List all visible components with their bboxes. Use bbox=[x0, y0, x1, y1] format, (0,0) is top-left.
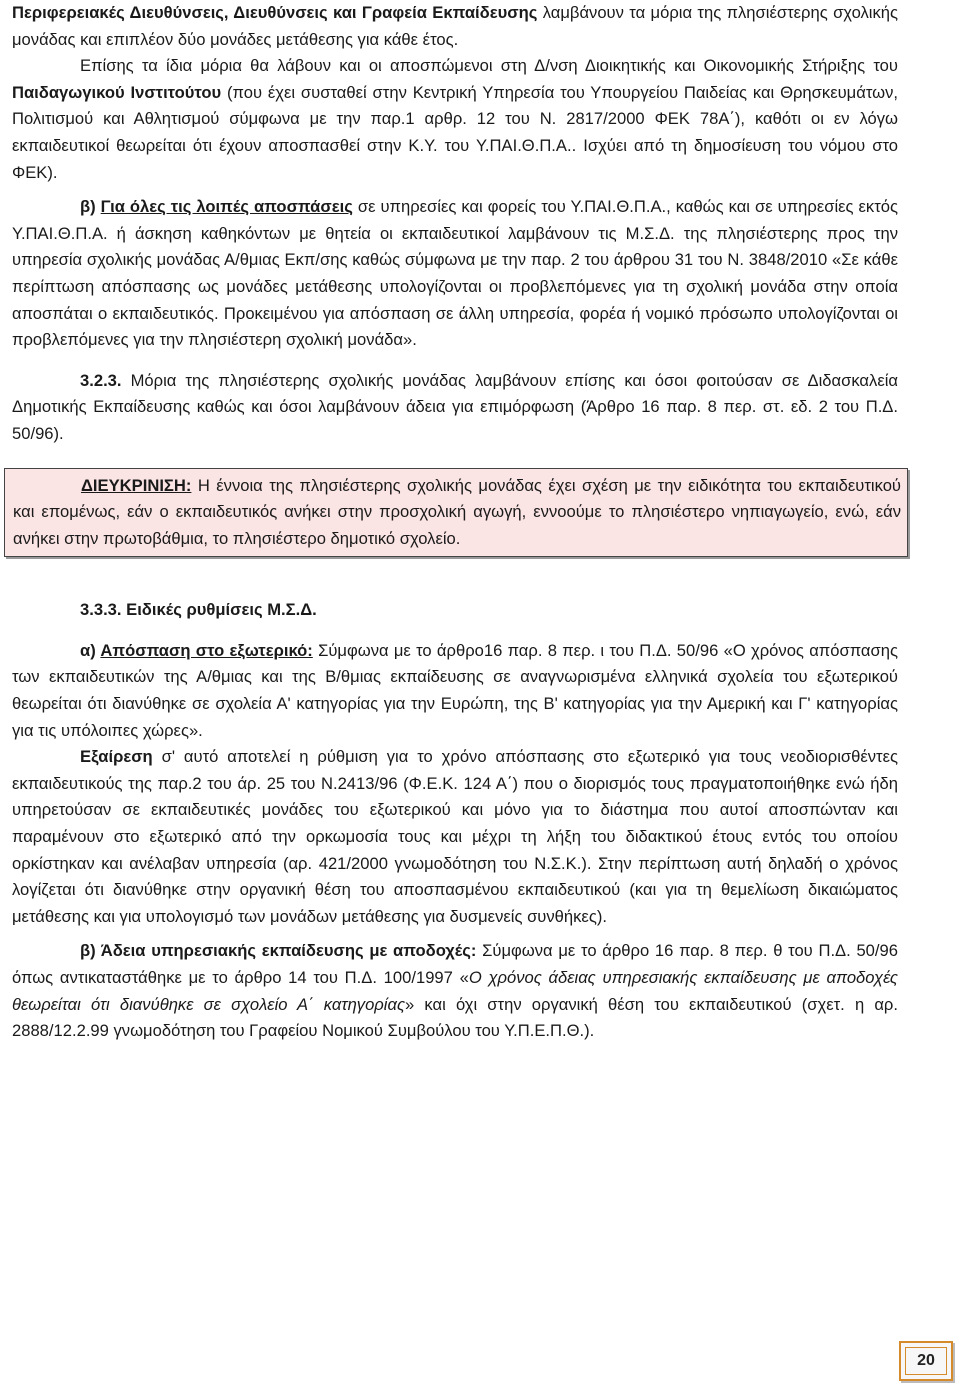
paragraph-abroad-secondment: α) Απόσπαση στο εξωτερικό: Σύμφωνα με το άρθρο16 παρ. 8 περ. ι του Π.Δ. 50/96 «Ο χρόνος απόσπασης των εκπαιδευτικών της Α/θμιας και της Β/θμιας εκπαίδευσης σε αναγνωρισμένα ελληνικά σχολεία του εξωτερικού θεωρείται ότι διανύθηκε σε σχολεία Α' κατηγορίας για την Ευρώπη, της Β' κατηγορίας για την Αμερική και Γ' κατηγορίας για τις υπόλοιπες χώρες». bbox=[12, 640, 898, 740]
document-page bbox=[12, 0, 901, 1045]
paragraph-training-leave: β) Άδεια υπηρεσιακής εκπαίδευσης με αποδοχές: Σύμφωνα με το άρθρο 16 παρ. 8 περ. θ του Π.Δ. 50/96 όπως αντικαταστάθηκε με το άρθρο 14 του Π.Δ. 100/1997 «Ο χρόνος άδειας υπηρεσιακής εκπαίδευσης με αποδοχές θεωρείται ότι διανύθηκε σε σχολείο Α΄ κατηγορίας» και όχι στην οργανική θέση του εκπαιδευτικού (σχετ. η αρ. 2888/12.2.99 γνωμοδότηση του Γραφείου Νομικού Συμβούλου του Υ.Π.Ε.Π.Θ.). bbox=[12, 941, 899, 1041]
paragraph-exception: Εξαίρεση σ' αυτό αποτελεί η ρύθμιση για το χρόνο απόσπασης στο εξωτερικό για τους νεοδιορισθέντες εκπαιδευτικούς της παρ.2 του άρ. 25 του Ν.2413/96 (Φ.Ε.Κ. 124 Α΄) που ο διορισμός τους πραγματοποιήθηκε ενώ ήδη υπηρετούσαν σε εκπαιδευτικές μονάδες του εξωτερικού και μόνο για το διάστημα που αυτοί αποσπώνταν και παραμένουν στο εξωτερικό από την ορκωμοσία τους και μέχρι τη λήξη του διδακτικού έτους εντός του οποίου ορκίστηκαν και ανέλαβαν υπηρεσία (αρ. 421/2000 γνωμοδότηση του Ν.Σ.Κ.). Στην περίπτωση αυτή δηλαδή ο χρόνος λογίζεται ότι διανύθηκε στην οργανική θέση του αποσπασμένου εκπαιδευτικού (και για τη θεμελίωση δικαιώματος μετάθεσης και για υπολογισμό των μονάδων μετάθεσης για δυσμενείς συνθήκες). bbox=[12, 747, 898, 926]
section-number: 3.2.3. bbox=[80, 370, 122, 390]
paragraph-pedagogical-institute: Επίσης τα ίδια μόρια θα λάβουν και οι αποσπώμενοι στη Δ/νση Διοικητικής και Οικονομικής Στήριξης του Παιδαγωγικού Ινστιτούτου (που έχει συσταθεί στην Κεντρική Υπηρεσία του Υπουργείου Παιδείας και Θρησκευμάτων, Πολιτισμού και Αθλητισμού σύμφωνα με την παρ.1 αρθρ. 12 του Ν. 2817/2000 ΦΕΚ 78Α΄), καθότι οι εν λόγω εκπαιδευτικοί θεωρείται ότι έχουν αποσπασθεί στην Κ.Υ. του Υ.ΠΑΙ.Θ.Π.Α.. Ισχύει από τη δημοσίευση του νόμου στο ΦΕΚ). bbox=[12, 56, 899, 182]
paragraph-regional-directorates: Περιφερειακές Διευθύνσεις, Διευθύνσεις και Γραφεία Εκπαίδευσης λαμβάνουν τα μόρια της πλησιέστερης σχολικής μονάδας και επιπλέον δύο μονάδες μετάθεσης για κάθε έτος. bbox=[12, 3, 898, 49]
page-number-badge: 20 bbox=[899, 1341, 953, 1381]
clarification-box: ΔΙΕΥΚΡΙΝΙΣΗ: Η έννοια της πλησιέστερης σχολικής μονάδας έχει σχέση με την ειδικότητα του εκπαιδευτικού και επομένως, εάν ο εκπαιδευτικός ανήκει στην προσχολική αγωγή, εννοούμε το πλησιέστερο νηπιαγωγείο, ενώ, εάν ανήκει στην πρωτοβάθμια, το πλησιέστερο δημοτικό σχολείο. bbox=[4, 468, 908, 558]
paragraph-3-2-3: 3.2.3. Μόρια της πλησιέστερης σχολικής μονάδας λαμβάνουν επίσης και όσοι φοιτούσαν σε Διδασκαλεία Δημοτικής Εκπαίδευσης καθώς και όσοι λαμβάνουν άδεια για επιμόρφωση (Άρθρο 16 παρ. 8 περ. στ. εδ. 2 του Π.Δ. 50/96). bbox=[12, 370, 898, 443]
underlined-heading: Απόσπαση στο εξωτερικό: bbox=[100, 640, 313, 660]
paragraph-other-secondments: β) Για όλες τις λοιπές αποσπάσεις σε υπηρεσίες και φορείς του Υ.ΠΑΙ.Θ.Π.Α., καθώς και σε υπηρεσίες εκτός Υ.ΠΑΙ.Θ.Π.Α. ή άσκηση καθηκόντων με θητεία οι εκπαιδευτικοί λαμβάνουν τις Μ.Σ.Δ. της πλησιέστερης προς την υπηρεσία σχολικής μονάδας Α/θμιας Εκπ/σης καθώς σύμφωνα με την παρ. 2 του άρθρου 31 του Ν. 3848/2010 «Σε κάθε περίπτωση απόσπασης ως μονάδες μετάθεσης υπολογίζονται οι προβλεπόμενες για τη σχολική μονάδα στην οποία αποσπάται ο εκπαιδευτικός. Προκειμένου για απόσπαση σε άλλη υπηρεσία, φορέα ή νομικό πρόσωπο υπολογίζονται οι προβλεπόμενες για την πλησιέστερη σχολική μονάδα». bbox=[12, 197, 899, 350]
clarification-label: ΔΙΕΥΚΡΙΝΙΣΗ: bbox=[81, 475, 192, 495]
section-heading: 3.3.3. Ειδικές ρυθμίσεις Μ.Σ.Δ. bbox=[80, 600, 317, 620]
bold-phrase: β) Άδεια υπηρεσιακής εκπαίδευσης με αποδοχές: bbox=[80, 941, 477, 961]
italic-quote: Ο χρόνος άδειας υπηρεσιακής εκπαίδευσης με αποδοχές θεωρείται ότι διανύθηκε σε σχολείο Α΄ κατηγορίας bbox=[12, 968, 899, 1014]
underlined-heading: Για όλες τις λοιπές αποσπάσεις bbox=[100, 197, 353, 217]
bold-phrase: Περιφερειακές Διευθύνσεις, Διευθύνσεις και Γραφεία Εκπαίδευσης bbox=[12, 3, 538, 22]
bold-phrase: Παιδαγωγικού Ινστιτούτου bbox=[12, 82, 222, 102]
bold-phrase: Εξαίρεση bbox=[80, 747, 153, 767]
